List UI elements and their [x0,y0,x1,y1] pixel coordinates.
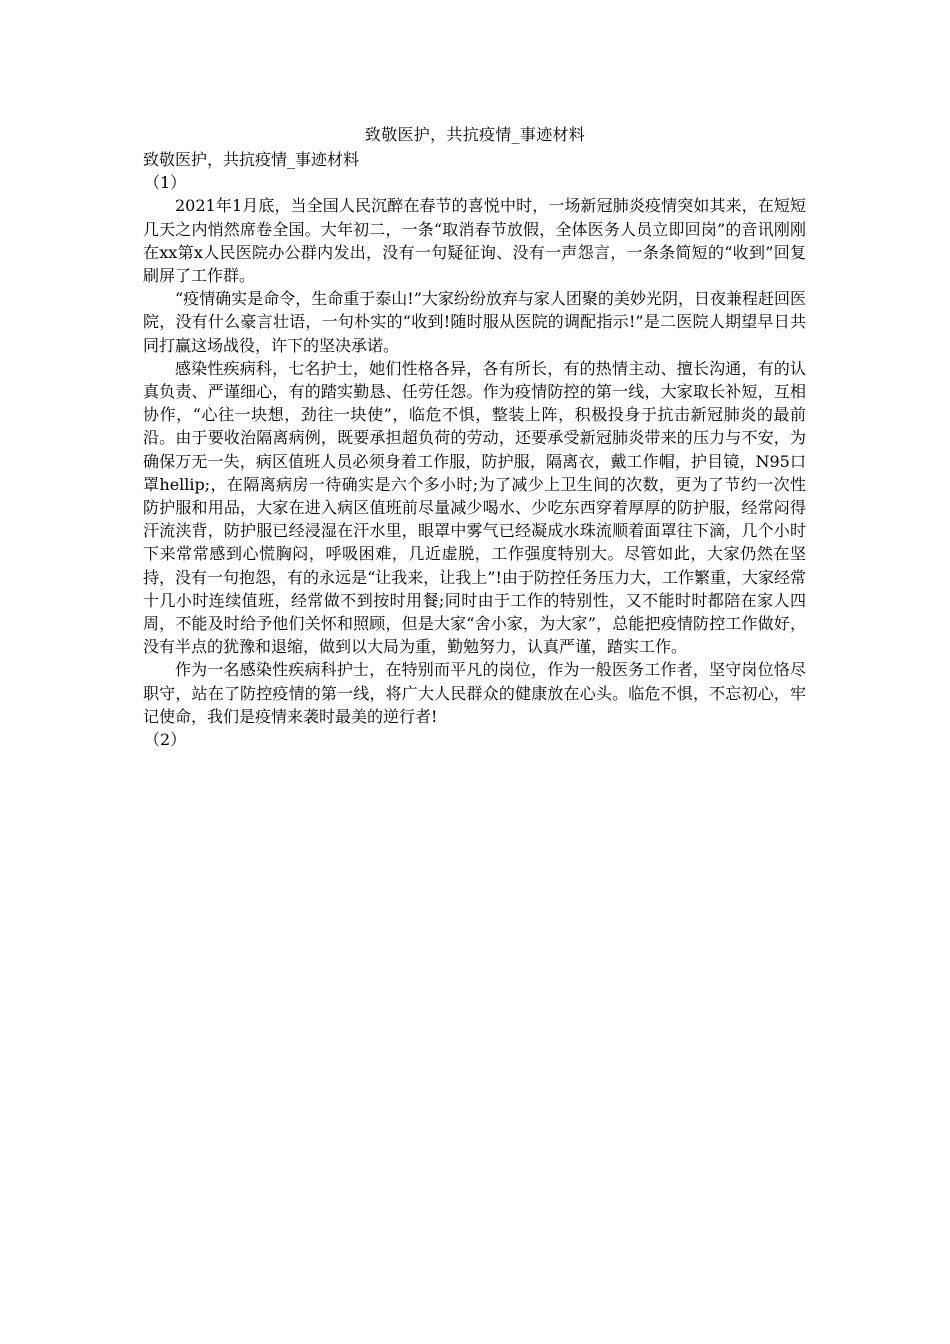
paragraph-3: 感染性疾病科，七名护士，她们性格各异，各有所长，有的热情主动、擅长沟通，有的认真负责、严谨细心，有的踏实勤恳、任劳任怨。作为疫情防控的第一线，大家取长补短，互相协作，“心往一块想，劲往一块使”，临危不惧，整装上阵，积极投身于抗击新冠肺炎的最前沿。由于要收治隔离病例，既要承担超负荷的劳动，还要承受新冠肺炎带来的压力与不安，为确保万无一失，病区值班人员必须身着工作服，防护服，隔离衣，戴工作帽，护目镜，N95口罩hellip;，在隔离病房一待确实是六个多小时;为了减少上卫生间的次数，更为了节约一次性防护服和用品，大家在进入病区值班前尽量减少喝水、少吃东西穿着厚厚的防护服，经常闷得汗流浃背，防护服已经浸湿在汗水里，眼罩中雾气已经凝成水珠流顺着面罩往下滴，几个小时下来常常感到心慌胸闷，呼吸困难，几近虚脱，工作强度特别大。尽管如此，大家仍然在坚持，没有一句抱怨，有的永远是“让我来，让我上”!由于防控任务压力大，工作繁重，大家经常十几小时连续值班，经常做不到按时用餐;同时由于工作的特别性，又不能时时都陪在家人四周，不能及时给予他们关怀和照顾，但是大家“舍小家，为大家”，总能把疫情防控工作做好，没有半点的犹豫和退缩，做到以大局为重，勤勉努力，认真严谨，踏实工作。 [143,358,806,657]
document-body [143,148,806,751]
section-marker-1: （1） [144,173,187,193]
paragraph-1: 2021年1月底，当全国人民沉醉在春节的喜悦中时，一场新冠肺炎疫情突如其来，在短短几天之内悄然席卷全国。大年初二，一条“取消春节放假，全体医务人员立即回岗”的音讯刚刚在xx第x人民医院办公群内发出，没有一句疑征询、没有一声怨言，一条条简短的“收到”回复刷屏了工作群。 [143,196,806,286]
paragraph-2: “疫情确实是命令，生命重于泰山!”大家纷纷放弃与家人团聚的美妙光阴，日夜兼程赶回医院，没有什么豪言壮语，一句朴实的“收到!随时服从医院的调配指示!”是二医院人期望早日共同打赢这场战役，许下的坚决承诺。 [143,289,806,355]
paragraph-4: 作为一名感染性疾病科护士，在特别而平凡的岗位，作为一般医务工作者，坚守岗位恪尽职守，站在了防控疫情的第一线，将广大人民群众的健康放在心头。临危不惧，不忘初心，牢记使命，我们是疫情来袭时最美的逆行者! [143,660,806,726]
document-heading: 致敬医护，共抗疫情_事迹材料 [143,150,360,169]
section-marker-2: （2） [144,730,187,750]
page-title: 致敬医护，共抗疫情_事迹材料 [364,125,586,144]
